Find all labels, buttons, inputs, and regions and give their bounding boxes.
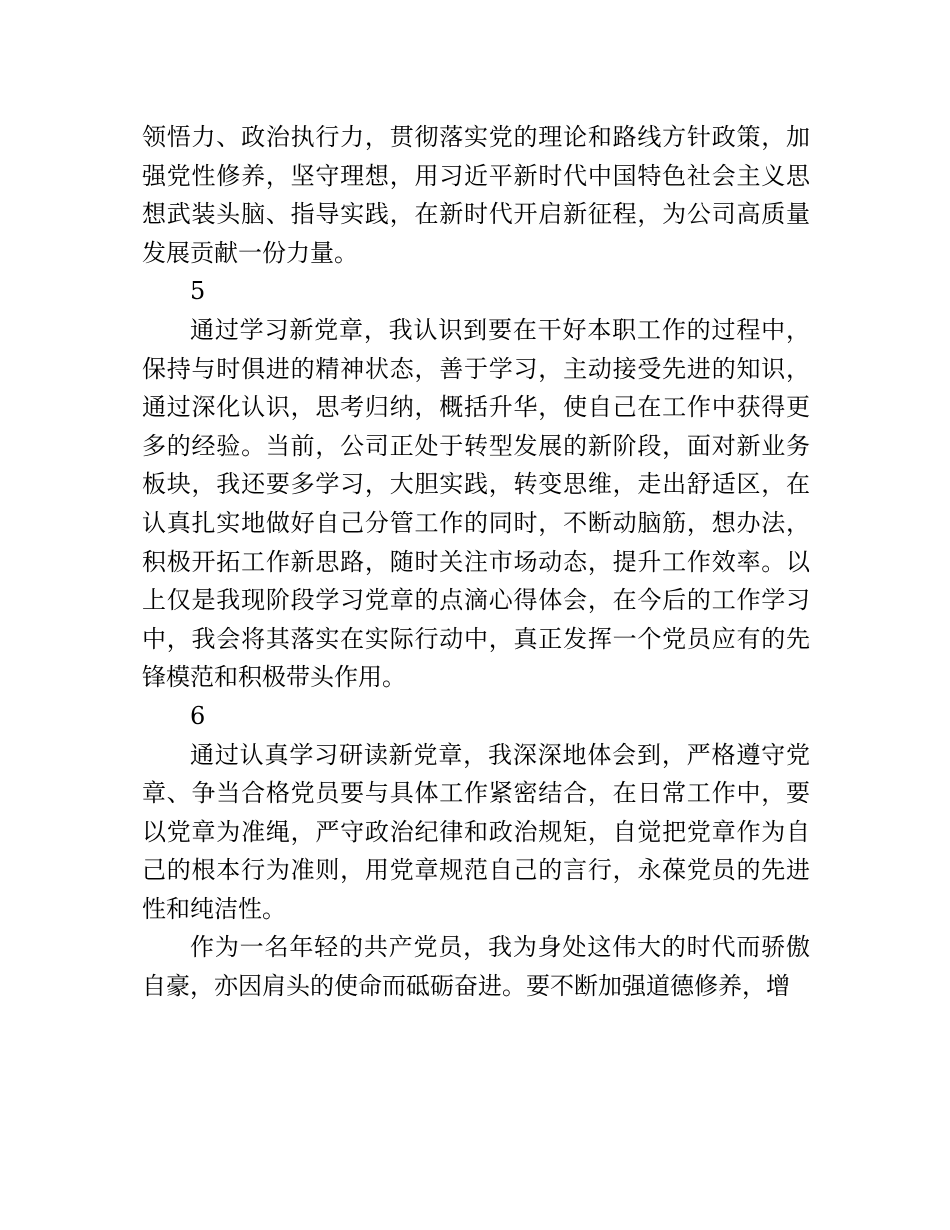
paragraph-section-5: 通过学习新党章，我认识到要在干好本职工作的过程中，保持与时俱进的精神状态，善于学习，主动接受先进的知识，通过深化认识，思考归纳，概括升华，使自己在工作中获得更多的经验。当前，公司正处于转型发展的新阶段，面对新业务板块，我还要多学习，大胆实践，转变思维，走出舒适区，在认真扎实地做好自己分管工作的同时，不断动脑筋，想办法，积极开拓工作新思路，随时关注市场动态，提升工作效率。以上仅是我现阶段学习党章的点滴心得体会，在今后的工作学习中，我会将其落实在实际行动中，真正发挥一个党员应有的先锋模范和积极带头作用。 xyxy=(142,315,810,692)
paragraph-section-6: 通过认真学习研读新党章，我深深地体会到，严格遵守党章、争当合格党员要与具体工作紧密结合，在日常工作中，要以党章为准绳，严守政治纪律和政治规矩，自觉把党章作为自己的根本行为准则，用党章规范自己的言行，永葆党员的先进性和纯洁性。 xyxy=(142,740,810,923)
document-body xyxy=(142,118,810,1006)
section-number-5: 5 xyxy=(190,277,206,306)
paragraph-young-member: 作为一名年轻的共产党员，我为身处这伟大的时代而骄傲自豪，亦因肩头的使命而砥砺奋进。要不断加强道德修养，增 xyxy=(142,933,810,1001)
section-number-6: 6 xyxy=(190,701,206,730)
paragraph-continued: 领悟力、政治执行力，贯彻落实党的理论和路线方针政策，加强党性修养，坚守理想，用习近平新时代中国特色社会主义思想武装头脑、指导实践，在新时代开启新征程，为公司高质量发展贡献一份力量。 xyxy=(142,123,810,267)
